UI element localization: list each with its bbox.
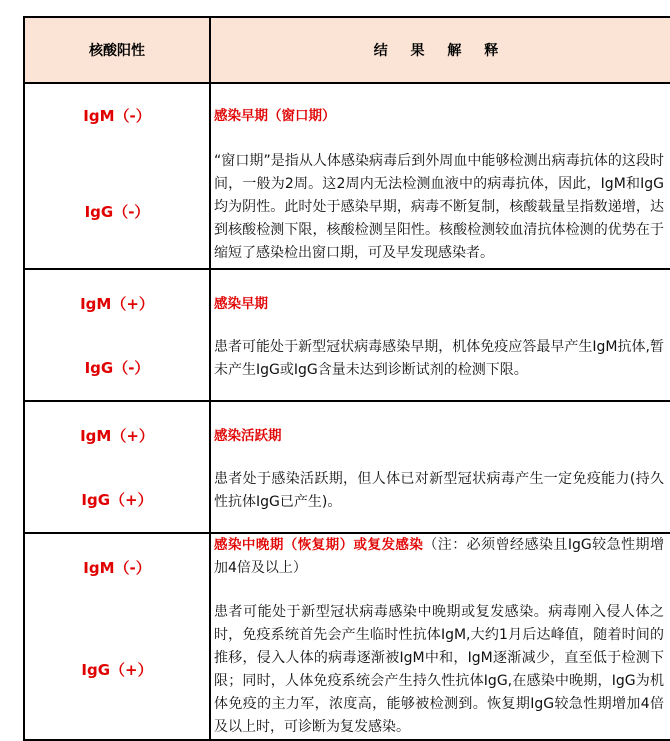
igm-result: IgM（-）: [83, 107, 151, 125]
header-label-nucleic-acid: 核酸阳性: [89, 43, 145, 59]
phase-title: 感染中晚期（恢复期）或复发感染: [214, 537, 424, 553]
igm-result: IgM（+）: [80, 427, 154, 445]
table-row: [25, 82, 670, 268]
phase-description: 患者可能处于新型冠状病毒感染中晚期或复发感染。病毒刚入侵人体之时，免疫系统首先会产生临时性抗体IgM,大约1月后达峰值，随着时间的推移，侵入人体的病毒逐渐被IgM中和，IgM逐渐减少，直至低于检测下限；同时，人体免疫系统会产生持久性抗体IgG,在感染中晚期，IgG为机体免疫的主力军，浓度高，能够被检测到。恢复期IgG较急性期增加4倍及以上时，可诊断为复发感染。: [214, 604, 664, 735]
igg-result: IgG（+）: [81, 491, 153, 509]
igg-result: IgG（-）: [84, 203, 150, 221]
igg-result: IgG（-）: [84, 359, 150, 377]
antibody-cell: [25, 270, 211, 400]
interpretation-cell: [211, 84, 670, 268]
phase-description: 患者处于感染活跃期，但人体已对新型冠状病毒产生一定免疫能力(持久性抗体IgG已产生)。: [214, 471, 664, 510]
antibody-result-table: [23, 16, 670, 741]
phase-title: 感染活跃期: [214, 428, 282, 444]
igm-result: IgM（+）: [80, 295, 154, 313]
header-label-interpretation: 结 果 解 释: [373, 43, 508, 59]
phase-title: 感染早期: [214, 296, 268, 312]
phase-heading: [214, 534, 664, 580]
antibody-cell: [25, 534, 211, 739]
igg-result: IgG（+）: [81, 661, 153, 679]
phase-note: （注：必须曾经感染且IgG较急性期增加4倍及以上）: [214, 537, 664, 576]
header-cell-nucleic-acid: [25, 18, 211, 82]
igm-result: IgM（-）: [83, 559, 151, 577]
phase-description: “窗口期”是指从人体感染病毒后到外周血中能够检测出病毒抗体的这段时间，一般为2周。这2周内无法检测血液中的病毒抗体，因此，IgM和IgG均为阴性。此时处于感染早期，病毒不断复制，核酸载量呈指数递增，达到核酸检测下限，核酸检测呈阳性。核酸检测较血清抗体检测的优势在于缩短了感染检出窗口期，可及早发现感染者。: [214, 153, 664, 261]
table-header: [25, 18, 670, 82]
table-row: [25, 532, 670, 739]
interpretation-cell: [211, 534, 670, 739]
header-cell-interpretation: [211, 18, 670, 82]
phase-title: 感染早期（窗口期）: [214, 108, 336, 124]
interpretation-cell: [211, 402, 670, 532]
antibody-cell: [25, 402, 211, 532]
antibody-cell: [25, 84, 211, 268]
table-row: [25, 268, 670, 400]
interpretation-cell: [211, 270, 670, 400]
table-row: [25, 400, 670, 532]
phase-description: 患者可能处于新型冠状病毒感染早期，机体免疫应答最早产生IgM抗体,暂未产生IgG或IgG含量未达到诊断试剂的检测下限。: [214, 339, 664, 378]
